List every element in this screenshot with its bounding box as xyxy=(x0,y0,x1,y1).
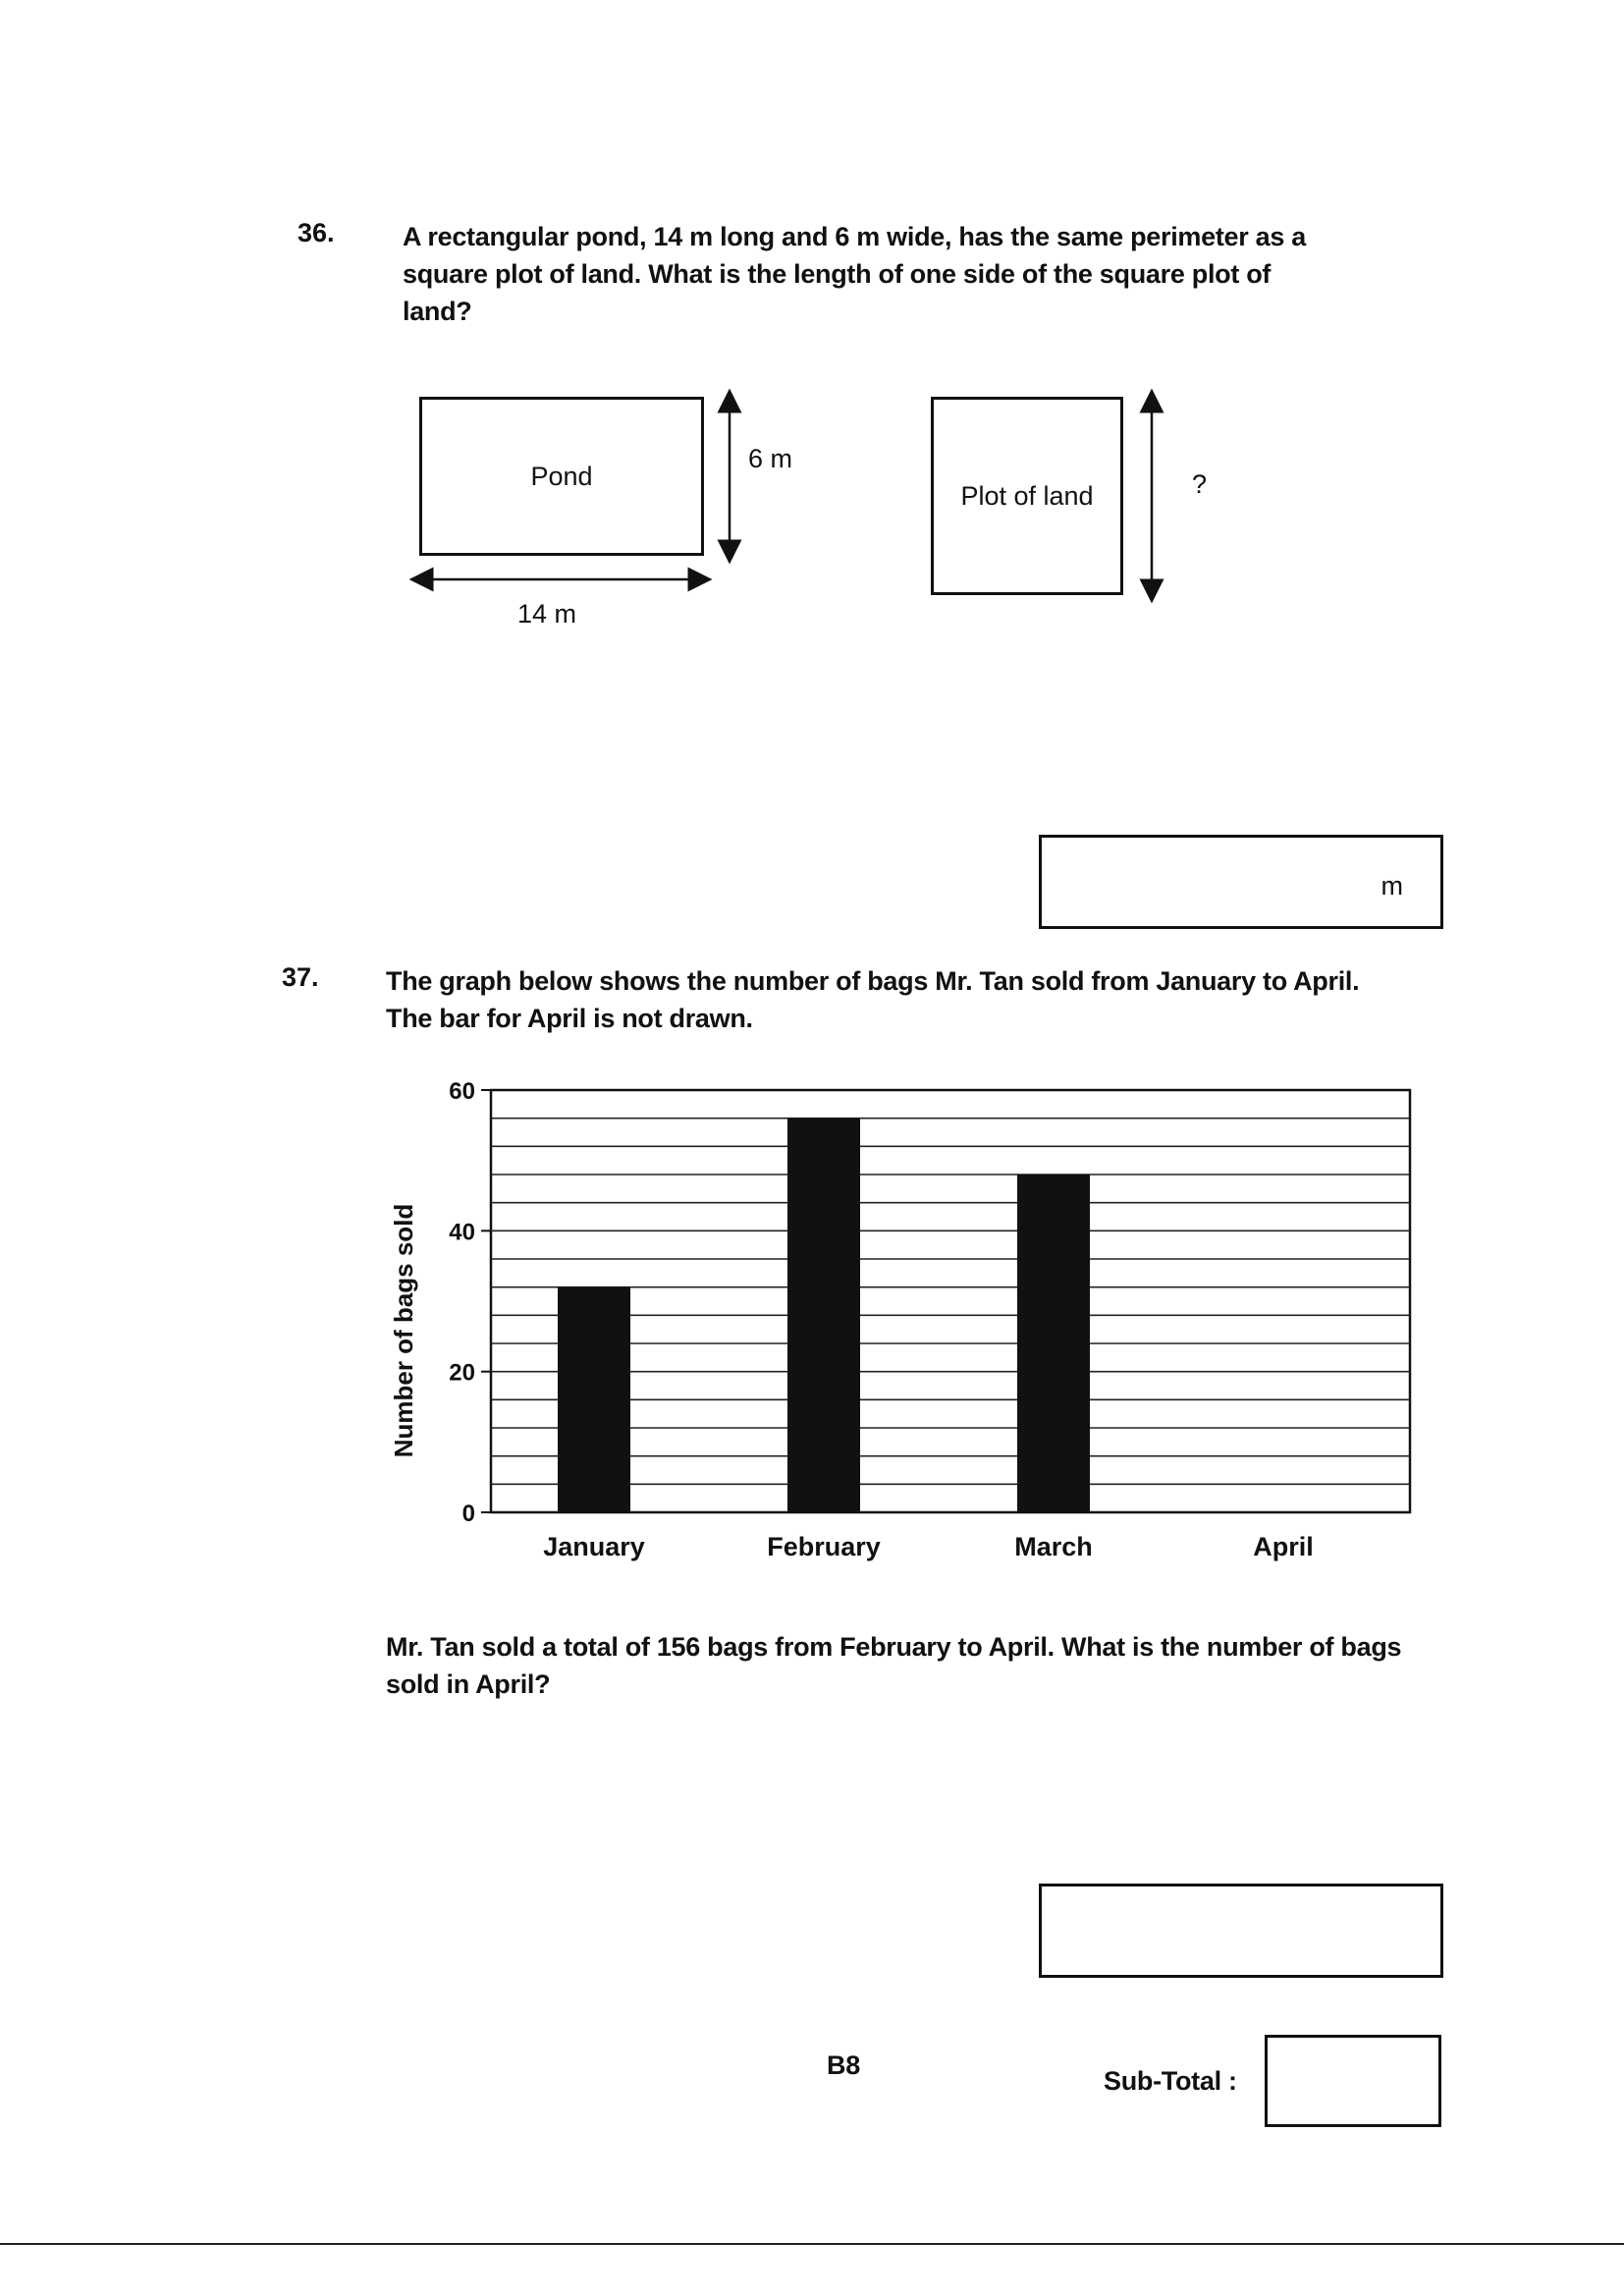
question-37-text-line1: The graph below shows the number of bags Mr. Tan sold from January to April. xyxy=(386,966,1360,996)
page-number: B8 xyxy=(827,2050,860,2080)
answer-box-36[interactable] xyxy=(1039,835,1443,929)
page-bottom-rule xyxy=(0,2243,1624,2245)
plot-of-land-square xyxy=(931,397,1123,595)
bar-february xyxy=(787,1119,860,1512)
pond-width-label: 6 m xyxy=(748,444,793,473)
question-36-number: 36. xyxy=(298,218,335,247)
x-tick-label: April xyxy=(1253,1532,1314,1561)
x-tick-label: March xyxy=(1014,1532,1093,1561)
y-axis-label: Number of bags sold xyxy=(389,1203,418,1458)
question-37-number: 37. xyxy=(282,962,319,992)
pond-label: Pond xyxy=(530,461,593,491)
x-tick-label: January xyxy=(543,1532,645,1561)
y-tick-label: 40 xyxy=(449,1219,475,1246)
y-tick-label: 0 xyxy=(461,1501,475,1527)
plot-label: Plot of land xyxy=(960,480,1094,511)
plot-side-label: ? xyxy=(1192,469,1208,499)
answer-unit: m xyxy=(1380,871,1403,901)
bar-march xyxy=(1017,1175,1090,1512)
y-tick-label: 60 xyxy=(449,1078,475,1105)
pond-length-label: 14 m xyxy=(517,599,577,629)
question-37-question: Mr. Tan sold a total of 156 bags from February to April. What is the number of bags sold in April? xyxy=(386,1632,1402,1699)
bar-january xyxy=(558,1287,630,1512)
subtotal-label: Sub-Total : xyxy=(1104,2066,1237,2096)
question-37-text-line2: The bar for April is not drawn. xyxy=(386,1004,753,1033)
answer-box-37[interactable] xyxy=(1039,1884,1443,1978)
y-tick-label: 20 xyxy=(449,1359,475,1387)
subtotal-box[interactable] xyxy=(1265,2035,1441,2127)
question-36-text: A rectangular pond, 14 m long and 6 m wide, has the same perimeter as a square plot of land. What is the length of one side of the square plot of land? xyxy=(403,222,1306,326)
x-tick-label: February xyxy=(767,1532,881,1561)
bar-chart xyxy=(373,1061,1434,1571)
